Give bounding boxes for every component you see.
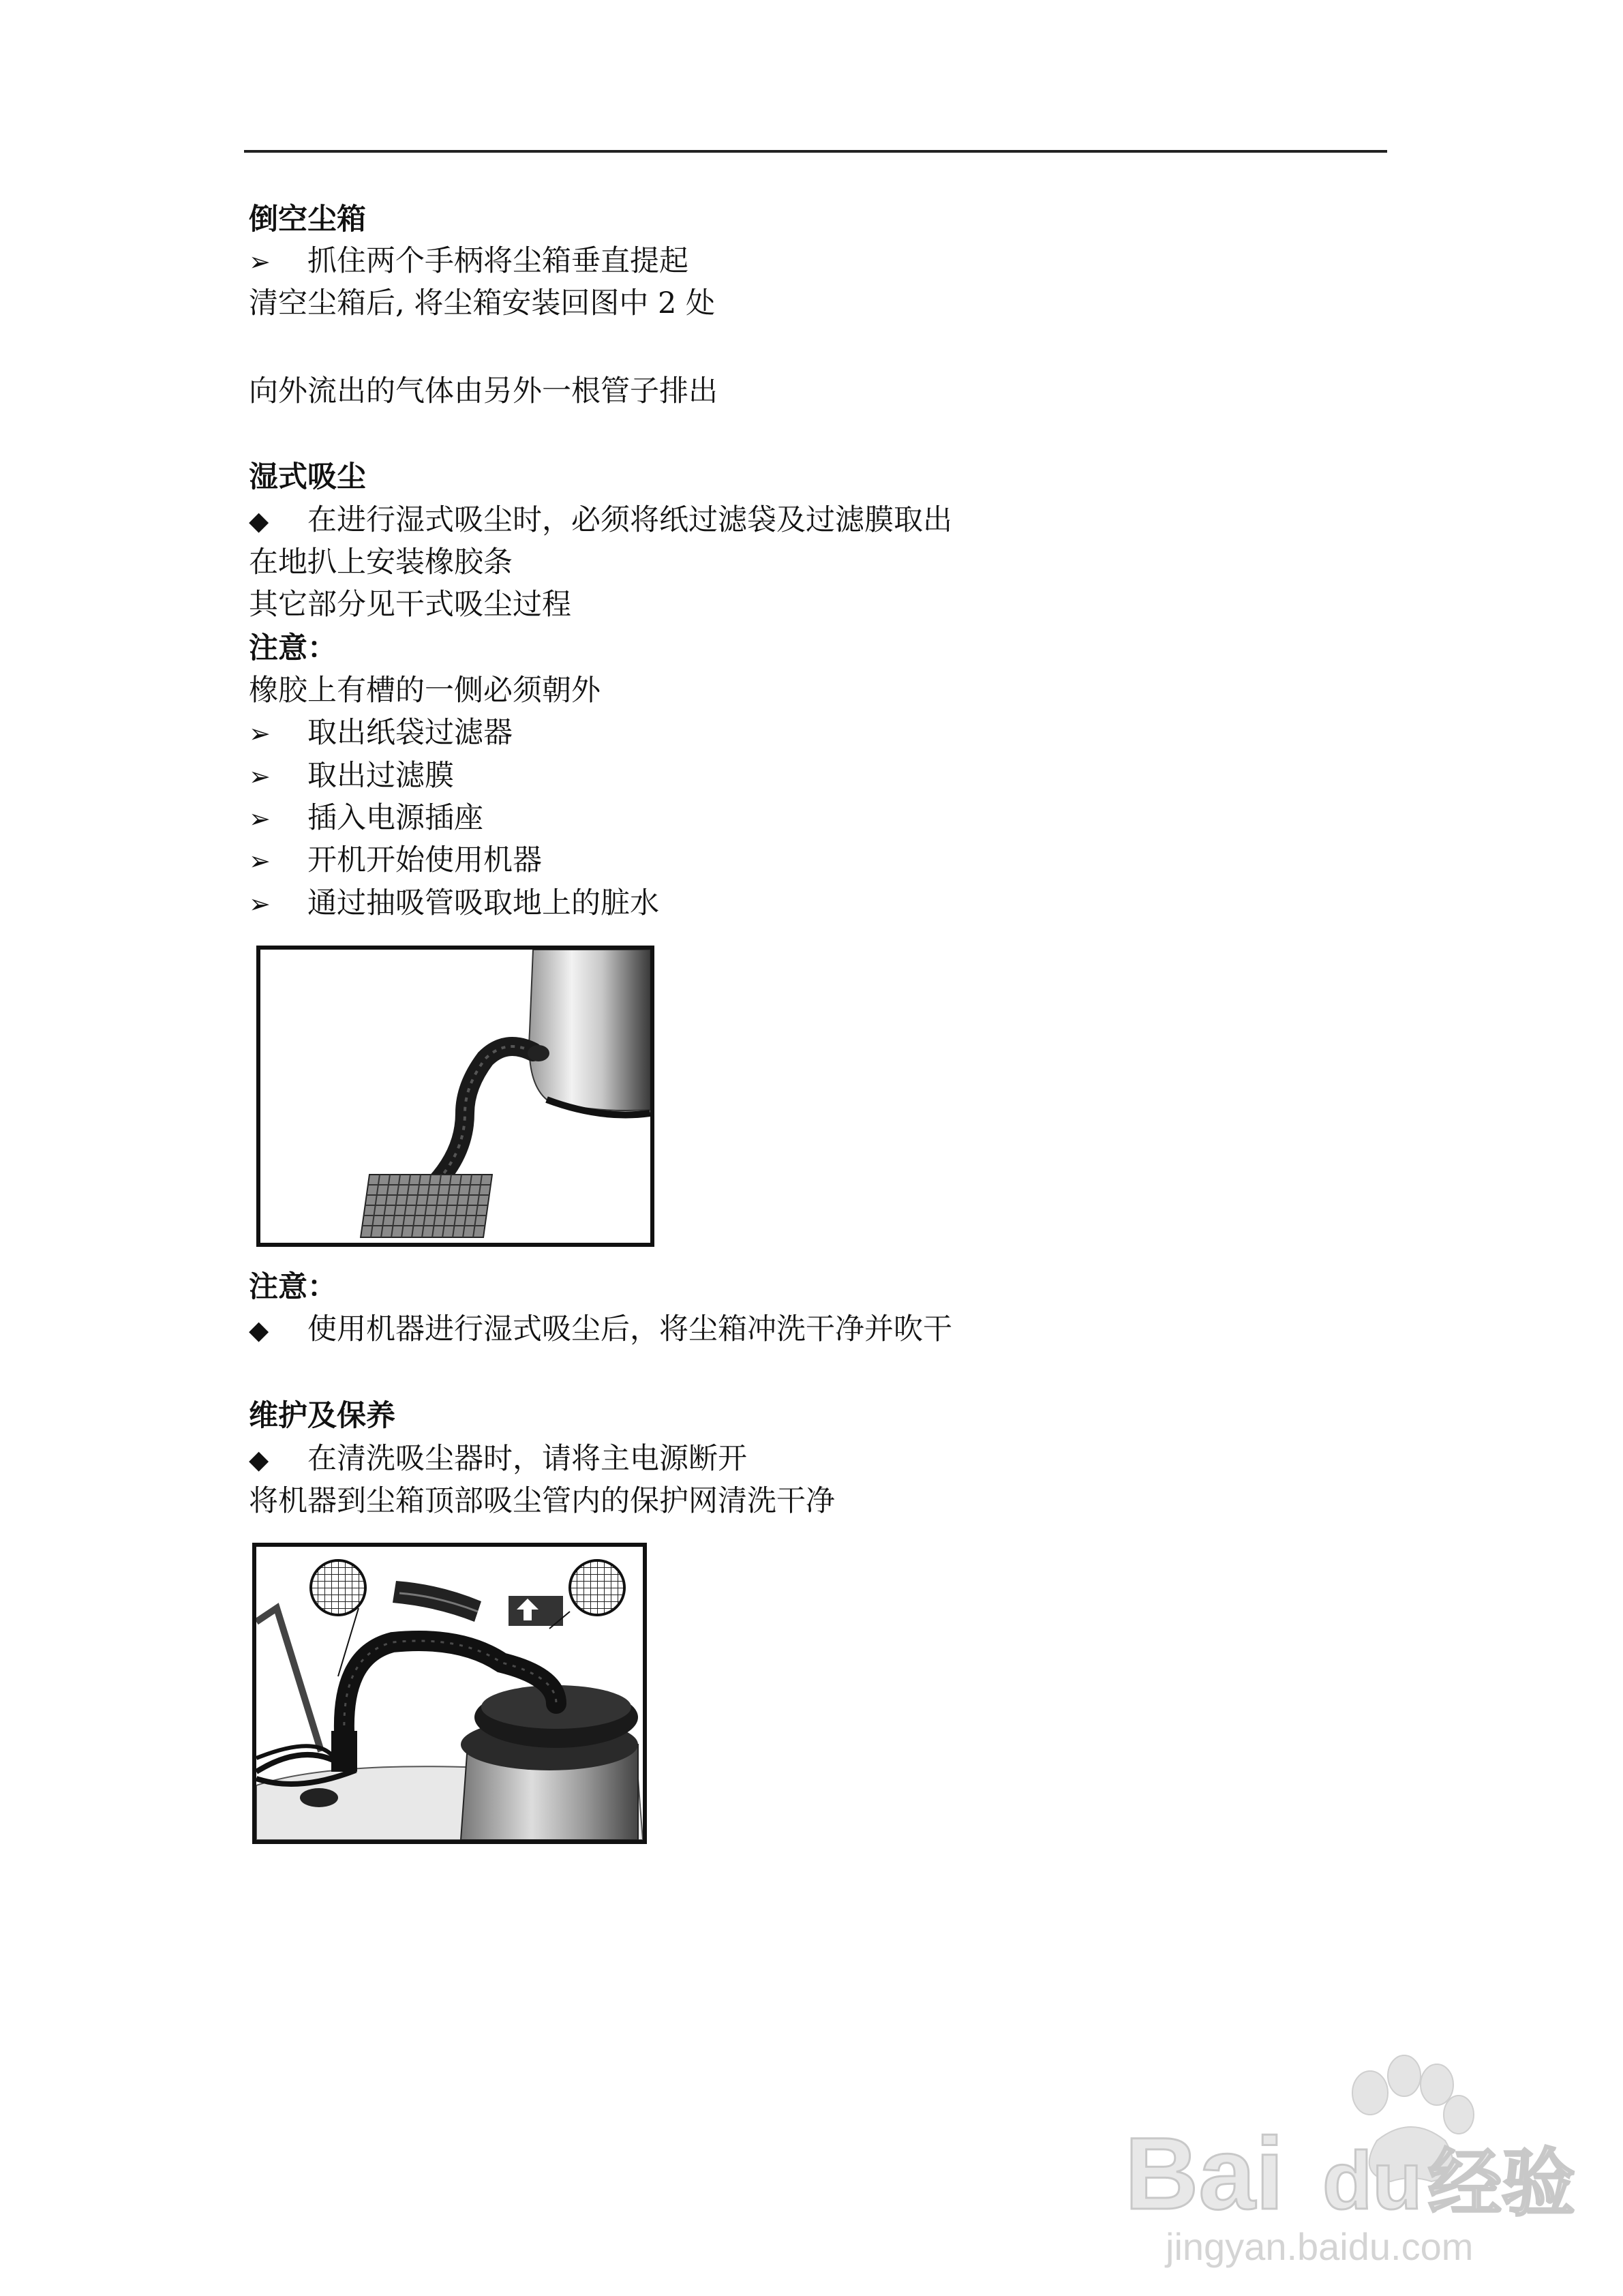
arrow-bullet-icon: ➢ (249, 846, 271, 876)
wet-vacuum-line-1: 在地扒上安装橡胶条 (249, 545, 513, 579)
wet-vacuum-step: ➢ 通过抽吸管吸取地上的脏水 (249, 883, 659, 924)
wet-vacuum-photo (256, 946, 654, 1247)
wet-vacuum-note-label: 注意： (249, 631, 337, 665)
arrow-bullet-icon: ➢ (249, 719, 271, 749)
header-rule (244, 150, 1387, 153)
heading-empty-bin: 倒空尘箱 (249, 202, 366, 237)
maintenance-diamond-1: ◆ 在清洗吸尘器时，请将主电源断开 (249, 1438, 747, 1480)
diamond-bullet-icon: ◆ (249, 1315, 269, 1345)
diamond-bullet-icon: ◆ (249, 506, 269, 536)
heading-maintenance: 维护及保养 (249, 1399, 395, 1433)
arrow-bullet-icon: ➢ (249, 804, 271, 834)
empty-bin-step-1: ➢ 抓住两个手柄将尘箱垂直提起 (249, 241, 688, 282)
baidu-jingyan-watermark (1118, 2038, 1595, 2270)
wet-vacuum-note-text: 橡胶上有槽的一侧必须朝外 (249, 674, 601, 708)
after-wet-note-label: 注意： (249, 1270, 337, 1304)
diamond-bullet-icon: ◆ (249, 1445, 269, 1475)
wet-vacuum-step: ➢ 插入电源插座 (249, 798, 483, 839)
watermark-url: jingyan.baidu.com (1166, 2225, 1474, 2268)
empty-bin-line-3: 向外流出的气体由另外一根管子排出 (249, 374, 718, 408)
wet-vacuum-step: ➢ 取出过滤膜 (249, 755, 454, 797)
watermark-suffix: 经验 (1428, 2141, 1576, 2226)
watermark-brand-du: du (1322, 2135, 1423, 2226)
arrow-bullet-icon: ➢ (249, 889, 271, 919)
maintenance-line-1: 将机器到尘箱顶部吸尘管内的保护网清洗干净 (249, 1484, 835, 1518)
arrow-bullet-icon: ➢ (249, 761, 271, 791)
wet-vacuum-line-2: 其它部分见干式吸尘过程 (249, 588, 571, 622)
arrow-bullet-icon: ➢ (249, 247, 271, 277)
watermark-brand: Bai (1125, 2116, 1284, 2231)
wet-vacuum-step: ➢ 开机开始使用机器 (249, 840, 542, 881)
wet-vacuum-step: ➢ 取出纸袋过滤器 (249, 712, 513, 754)
after-wet-diamond-1: ◆ 使用机器进行湿式吸尘后，将尘箱冲洗干净并吹干 (249, 1309, 952, 1350)
wet-vacuum-diamond-1: ◆ 在进行湿式吸尘时，必须将纸过滤袋及过滤膜取出 (249, 500, 952, 541)
empty-bin-line-2: 清空尘箱后, 将尘箱安装回图中 2 处 (249, 286, 716, 320)
maintenance-photo (252, 1543, 647, 1844)
heading-wet-vacuum: 湿式吸尘 (249, 460, 366, 494)
